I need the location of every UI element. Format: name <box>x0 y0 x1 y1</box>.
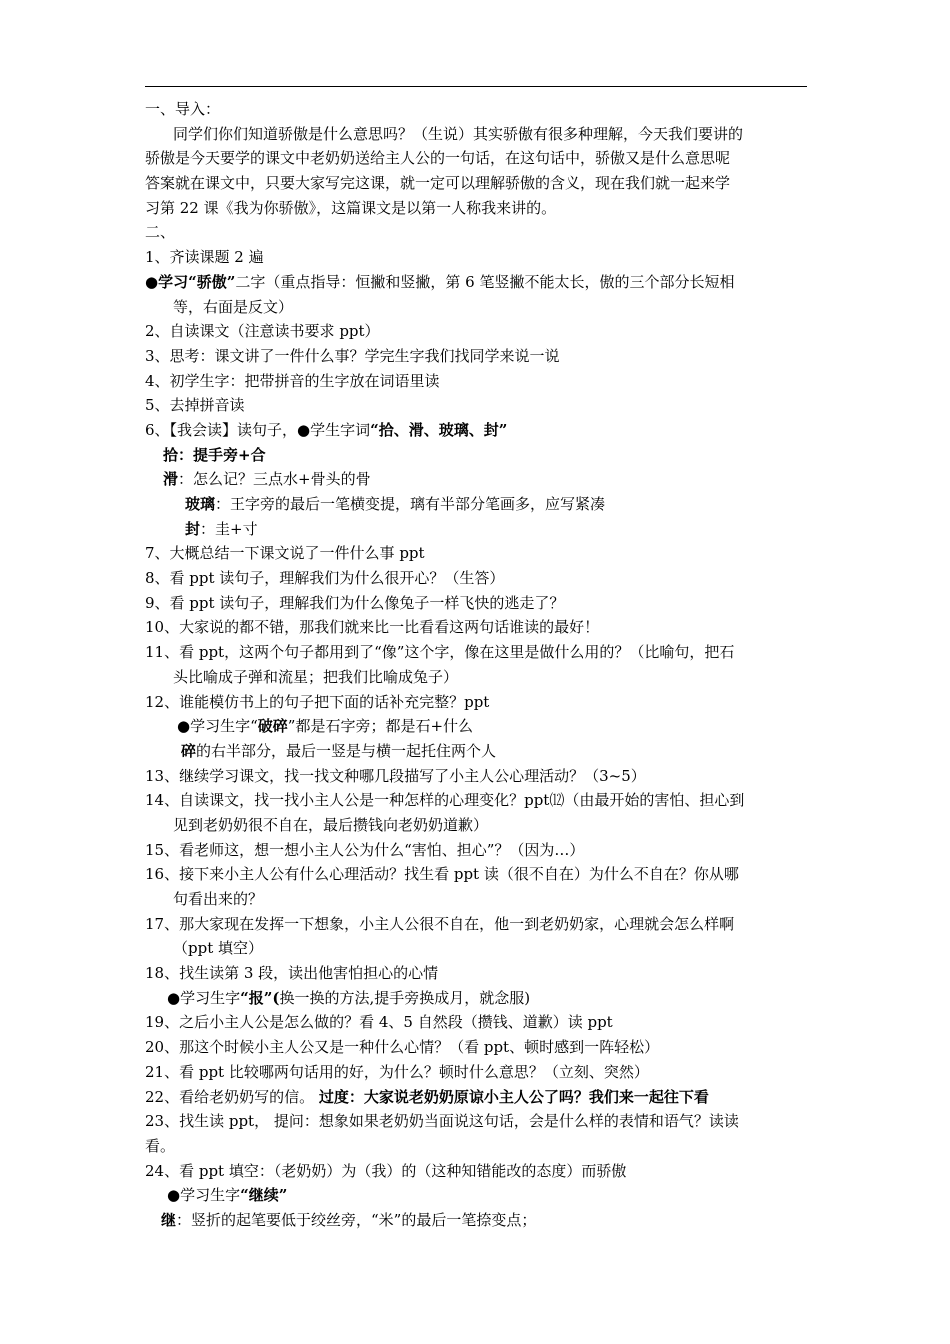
paragraph-line: 同学们你们知道骄傲是什么意思吗？（生说）其实骄傲有很多种理解，今天我们要讲的 <box>173 124 744 143</box>
list-item: 13、继续学习课文，找一找文种哪几段描写了小主人公心理活动？（3~5） <box>145 766 646 785</box>
text: ”都是石字旁；都是石+什么 <box>287 717 474 736</box>
bold-text: 封 <box>185 519 201 538</box>
text: 的右半部分，最后一竖是与横一起托住两个人 <box>196 741 497 760</box>
bold-text: 玻璃 <box>185 495 216 513</box>
list-item: 1、齐读课题 2 遍 <box>145 248 264 267</box>
list-item: 23、找生读 ppt， 提问：想象如果老奶奶当面说这句话，会是什么样的表情和语气？读读 <box>145 1112 739 1131</box>
header-rule <box>145 86 807 87</box>
text: 6、【我会读】读句子，●学生字词 <box>145 420 371 439</box>
bold-text: 碎 <box>181 741 197 760</box>
list-item: 2、自读课文（注意读书要求 ppt） <box>145 322 380 341</box>
text: ●学习生字“ <box>177 717 258 736</box>
list-item: 11、看 ppt，这两个句子都用到了“像”这个字，像在这里是做什么用的？（比喻句，把石 <box>145 643 735 662</box>
text: ●学习生字 <box>167 988 241 1007</box>
character-note <box>145 739 807 764</box>
bold-text: 过度：大家说老奶奶原谅小主人公了吗？我们来一起往下看 <box>318 1087 709 1106</box>
bold-text: 继 <box>161 1210 177 1229</box>
list-item: 12、谁能模仿书上的句子把下面的话补充完整？ppt <box>145 692 490 711</box>
list-item: 17、那大家现在发挥一下想象，小主人公很不自在，他一到老奶奶家，心理就会怎么样啊 <box>145 914 735 933</box>
list-item-continuation: 等，右面是反文） <box>173 297 294 316</box>
character-note <box>145 1208 807 1233</box>
text: ：怎么记？三点水+骨头的骨 <box>178 470 371 489</box>
character-note <box>145 467 807 492</box>
character-note: 拾：提手旁+合 <box>163 445 266 464</box>
list-item <box>145 270 807 295</box>
text: ●学习生字 <box>167 1186 241 1205</box>
paragraph-line: 答案就在课文中，只要大家写完这课，就一定可以理解骄傲的含义，现在我们就一起来学 <box>145 174 731 193</box>
paragraph-line: 习第 22 课《我为你骄傲》，这篇课文是以第一人称我来讲的。 <box>145 198 557 217</box>
list-item-continuation: 头比喻成子弹和流星；把我们比喻成兔子） <box>173 667 459 686</box>
section-heading: 一、导入： <box>145 100 221 118</box>
bold-text: 破碎 <box>257 717 288 736</box>
character-note <box>145 517 807 542</box>
list-item: 14、自读课文，找一找小主人公是一种怎样的心理变化？ppt⑿（由最开始的害怕、担心到 <box>145 791 745 810</box>
list-item: 19、之后小主人公是怎么做的？看 4、5 自然段（攒钱、道歉）读 ppt <box>145 1013 613 1032</box>
list-item <box>145 418 807 443</box>
text: 二字（重点指导：恒撇和竖撇，第 6 笔竖撇不能太长，傲的三个部分长短相 <box>235 272 735 291</box>
list-item: 4、初学生字：把带拼音的生字放在词语里读 <box>145 371 440 390</box>
list-item: 20、那这个时候小主人公又是一种什么心情？（看 ppt、顿时感到一阵轻松） <box>145 1038 660 1057</box>
bold-text: “报”( <box>240 988 280 1007</box>
character-note <box>145 492 807 517</box>
list-item: 10、大家说的都不错，那我们就来比一比看看这两句话谁读的最好！ <box>145 618 600 637</box>
bold-text: 滑 <box>163 470 179 489</box>
list-item-continuation: 见到老奶奶很不自在，最后攒钱向老奶奶道歉） <box>173 815 489 834</box>
character-note <box>145 714 807 739</box>
character-note <box>145 1183 807 1208</box>
bold-text: “拾、滑、玻璃、封” <box>370 420 508 439</box>
list-item: 8、看 ppt 读句子，理解我们为什么很开心？（生答） <box>145 569 505 588</box>
list-item: 18、找生读第 3 段，读出他害怕担心的心情 <box>145 964 439 983</box>
list-item <box>145 1085 807 1110</box>
list-item: 5、去掉拼音读 <box>145 396 245 415</box>
lesson-plan-body <box>145 97 807 1233</box>
bold-text: “继续” <box>240 1186 288 1205</box>
text: ：王字旁的最后一笔横变提，璃有半部分笔画多，应写紧凑 <box>215 495 606 513</box>
list-item: 7、大概总结一下课文说了一件什么事 ppt <box>145 544 425 563</box>
list-item: 9、看 ppt 读句子，理解我们为什么像兔子一样飞快的逃走了？ <box>145 593 565 612</box>
text: ：圭+寸 <box>200 519 258 538</box>
list-item: 24、看 ppt 填空：（老奶奶）为（我）的（这种知错能改的态度）而骄傲 <box>145 1161 627 1180</box>
list-item-continuation: 句看出来的？ <box>173 890 264 908</box>
list-item-continuation: （ppt 填空） <box>173 939 264 958</box>
character-note <box>145 986 807 1011</box>
section-heading: 二、 <box>145 223 176 242</box>
bold-text: ●学习“骄傲” <box>145 272 236 291</box>
text: 换一换的方法,提手旁换成月，就念服) <box>279 988 531 1007</box>
list-item: 3、思考：课文讲了一件什么事？学完生字我们找同学来说一说 <box>145 346 560 365</box>
text: 22、看给老奶奶写的信。 <box>145 1087 319 1106</box>
list-item: 21、看 ppt 比较哪两句话用的好，为什么？顿时什么意思？（立刻、突然） <box>145 1062 649 1081</box>
list-item: 15、看老师这，想一想小主人公为什么“害怕、担心”？（因为…） <box>145 840 585 859</box>
paragraph-line: 骄傲是今天要学的课文中老奶奶送给主人公的一句话，在这句话中，骄傲又是什么意思呢 <box>145 149 731 168</box>
text: ：竖折的起笔要低于绞丝旁，“米”的最后一笔捺变点； <box>176 1210 537 1229</box>
list-item-continuation: 看。 <box>145 1136 176 1155</box>
list-item: 16、接下来小主人公有什么心理活动？找生看 ppt 读（很不自在）为什么不自在？你从哪 <box>145 865 739 884</box>
